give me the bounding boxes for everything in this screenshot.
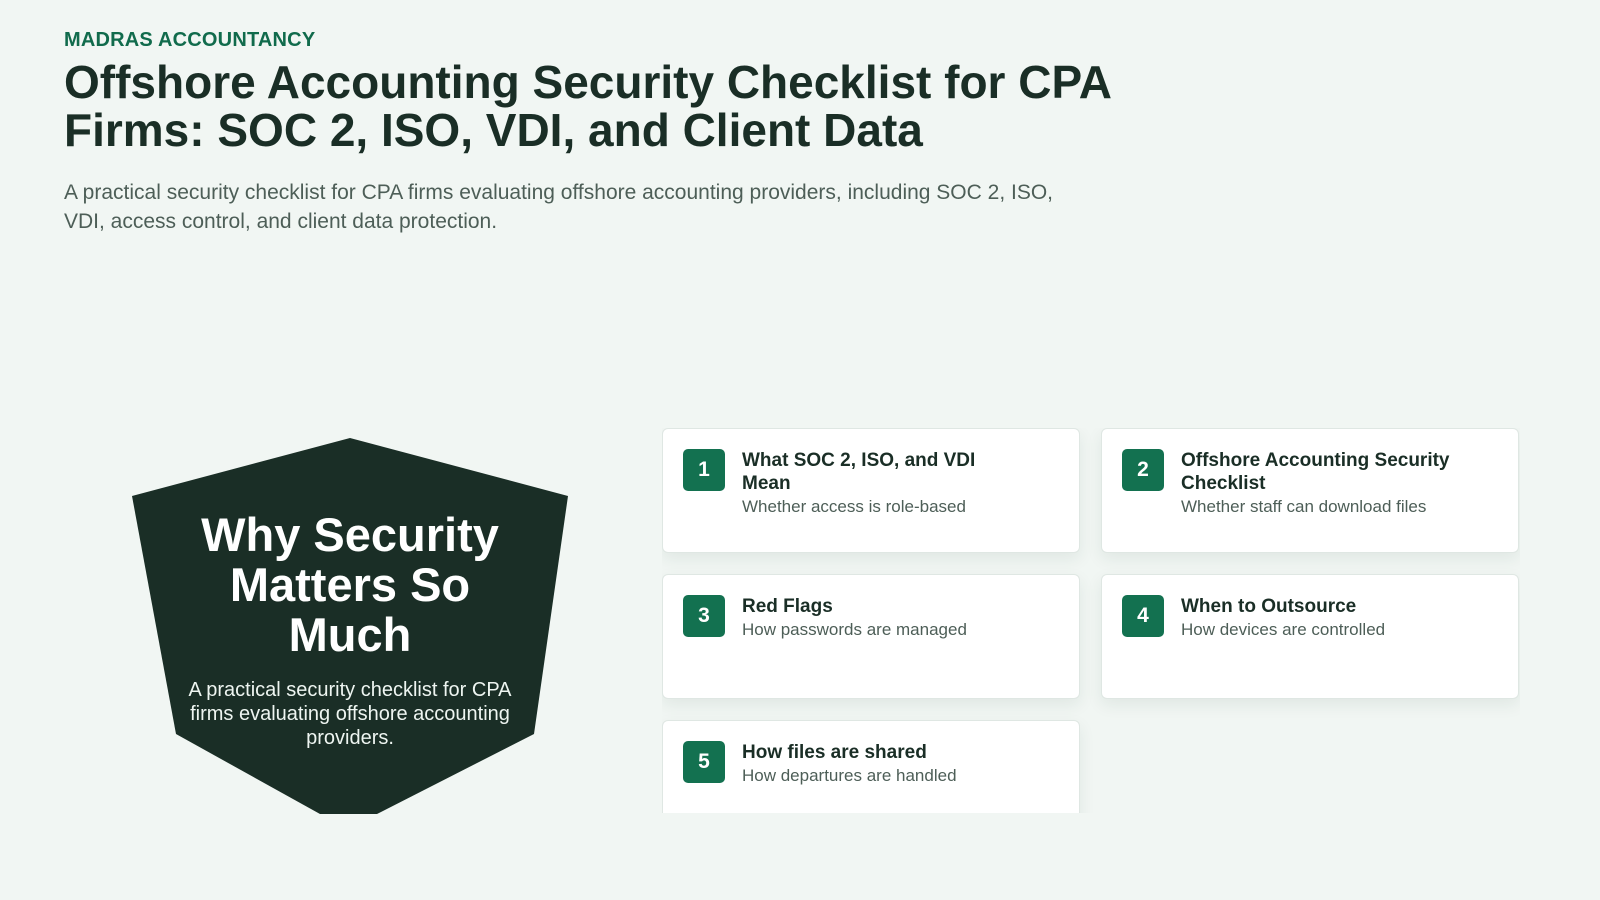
card-title: Offshore Accounting Security Checklist: [1181, 450, 1450, 494]
shield-content: [172, 510, 528, 750]
page-title: Offshore Accounting Security Checklist for CPA Firms: SOC 2, ISO, VDI, and Client Data: [64, 56, 1111, 156]
card-number-badge: 4: [1122, 595, 1164, 637]
card-description: How devices are controlled: [1181, 620, 1386, 639]
card-text: [742, 741, 1002, 787]
page-header: [64, 28, 1164, 236]
checklist-cards: [662, 428, 1520, 813]
checklist-card: [662, 574, 1080, 699]
brand-name: MADRAS ACCOUNTANCY: [64, 29, 316, 51]
card-title: How files are shared: [742, 742, 927, 763]
shield-title: Why Security Matters So Much: [201, 508, 499, 661]
security-shield: [132, 438, 568, 814]
card-text: [742, 449, 1002, 518]
card-number-badge: 5: [683, 741, 725, 783]
card-text: [1181, 595, 1441, 641]
card-text: [742, 595, 1002, 641]
card-number-badge: 1: [683, 449, 725, 491]
checklist-card: [1101, 428, 1519, 553]
card-description: Whether access is role-based: [742, 497, 966, 516]
checklist-card: [662, 428, 1080, 553]
card-number-badge: 3: [683, 595, 725, 637]
card-text: [1181, 449, 1481, 518]
card-description: Whether staff can download files: [1181, 497, 1427, 516]
card-title: When to Outsource: [1181, 596, 1357, 617]
checklist-card: [662, 720, 1080, 813]
shield-description: A practical security checklist for CPA firms evaluating offshore accounting providers.: [188, 679, 512, 749]
card-number-badge: 2: [1122, 449, 1164, 491]
card-title: What SOC 2, ISO, and VDI Mean: [742, 450, 976, 494]
card-title: Red Flags: [742, 596, 833, 617]
card-description: How passwords are managed: [742, 620, 967, 639]
page-subtitle: A practical security checklist for CPA firms evaluating offshore accounting providers, including SOC 2, ISO, VDI, access control, and client data protection.: [64, 181, 1053, 233]
card-description: How departures are handled: [742, 766, 957, 785]
checklist-card: [1101, 574, 1519, 699]
